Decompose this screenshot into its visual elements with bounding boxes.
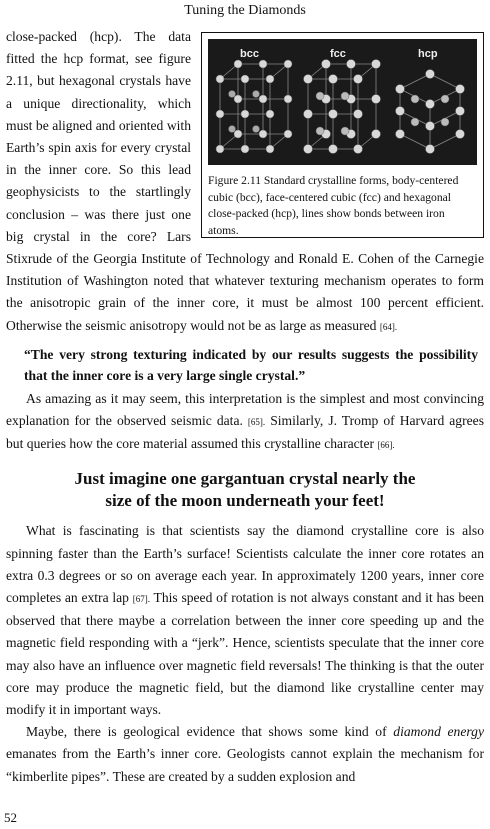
diamond-energy-emphasis: diamond energy <box>393 724 484 740</box>
paragraph-3a-text: What is fascinating is that scientists say the diamond crystalline core is also spinning faster than the Earth’s surface! Scientists calculate the inner core rotates an extra 0.3 degrees or so on average each year. In approximately 1200 years, inner core completes an extra lap <box>6 523 484 606</box>
paragraph-2-text: As amazing as it may seem, this interpretation is the simplest and most convincing explanation for the observed seismic data. <box>6 390 484 429</box>
reference-67: [67]. <box>132 594 150 605</box>
block-quote: “The very strong texturing indicated by our results suggests the possibility that the inner core is a very large single crystal.” <box>24 346 478 383</box>
fcc-label: fcc <box>330 48 346 60</box>
section-heading <box>6 468 484 512</box>
heading-line-1: Just imagine one gargantuan crystal nearly the <box>74 469 416 489</box>
running-head: Tuning the Diamonds <box>184 3 306 18</box>
figure-caption: Figure 2.11 Standard crystalline forms, body-centered cubic (bcc), face-centered cubic (fcc) and hexagonal close-packed (hcp), lines show bonds between iron atoms. <box>208 174 459 237</box>
reference-66: [66]. <box>377 440 395 451</box>
page-number: 52 <box>4 810 17 825</box>
paragraph-1-text: close-packed (hcp). The data fitted the hcp format, see figure 2.11, but hexagonal crystals have a unique directionality, which must be aligned and oriented with Earth’s spin axis for every crystal in the inner core. So this lead geophysicists to the startlingly conclusion – was there just one big crystal in the core? Lars Stixrude of the Georgia Institute of Technology and Ronald E. Cohen of the Carnegie Institution of Washington noted that whatever texturing mechanism operates to form the anisotropic grain of the inner core, it must be almost 100 percent efficient. Otherwise the seismic anisotropy would not be as large as measured <box>6 29 484 333</box>
bcc-label: bcc <box>240 48 259 60</box>
reference-65: [65]. <box>247 417 266 428</box>
hcp-label: hcp <box>418 48 438 60</box>
paragraph-2b-text: Similarly, J. Tromp of Harvard agrees but queries how the core material assumed this crystalline character <box>6 413 484 452</box>
paragraph-4 <box>6 721 484 788</box>
paragraph-2 <box>6 388 484 457</box>
crystal-structures-image <box>208 39 477 165</box>
reference-64: [64]. <box>379 321 398 332</box>
paragraph-3b-text: This speed of rotation is not always constant and it has been observed that there maybe a correlation between the inner core speeding up and the magnetic field responding with a “jerk”. Hence, scientists speculate that the inner core may also have an influence over magnetic field reversals! The thinking is that the outer core may produce the magnetic field, but the diamond like crystalline center may modify it in important ways. <box>6 590 484 718</box>
heading-line-2: size of the moon underneath your feet! <box>105 491 385 511</box>
paragraph-4a-text: Maybe, there is geological evidence that shows some kind of <box>26 724 387 740</box>
paragraph-4b-text: emanates from the Earth’s inner core. Geologists cannot explain the mechanism for “kimberlite pipes”. These are created by a sudden explosion and <box>6 746 484 784</box>
figure-2-11 <box>201 32 484 238</box>
body-text <box>6 26 484 788</box>
paragraph-3 <box>6 520 484 721</box>
